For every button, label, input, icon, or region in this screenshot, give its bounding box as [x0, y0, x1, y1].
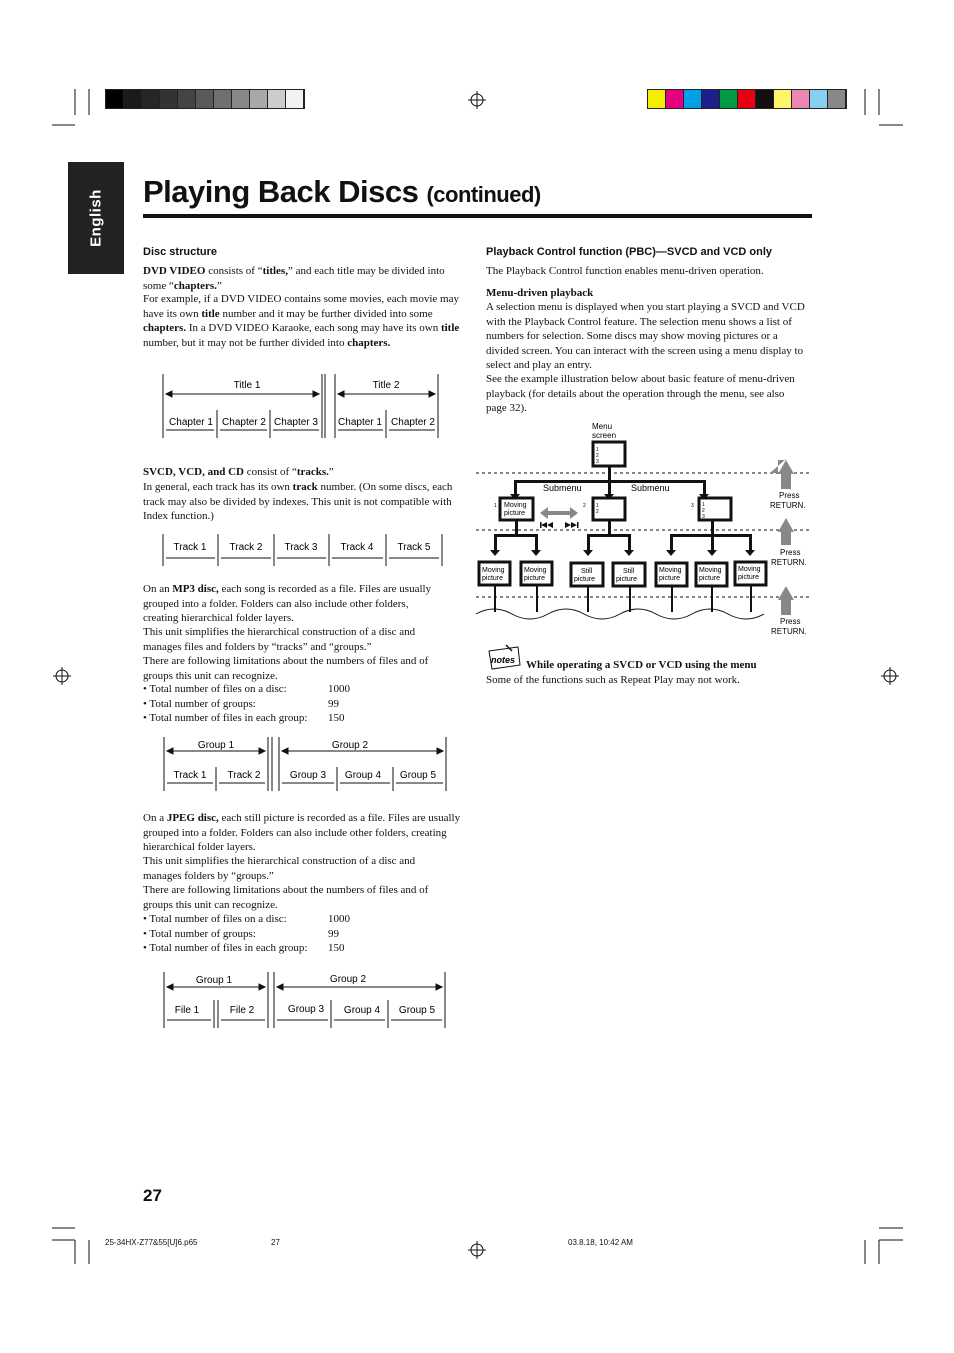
mp3-paragraph-1: On an MP3 disc, each song is recorded as a file. Files are usually grouped into a folder. Folders can also include other folders, creating hierarchical folder layers.	[143, 583, 432, 624]
svcd-paragraph-1: SVCD, VCD, and CD consist of “tracks.”	[143, 466, 334, 478]
mp3-structure-diagram	[150, 735, 450, 795]
mp3-group-label: Group 1	[197, 740, 235, 751]
mp3-item-label: Group 4	[344, 770, 382, 781]
jpeg-limits-list	[143, 912, 466, 956]
dvd-title-label: Title 2	[372, 380, 400, 391]
svg-text:picture: picture	[699, 575, 721, 582]
footer-page: 27	[271, 1238, 280, 1247]
mp3-paragraph-3: There are following limitations about the numbers of files and of groups this unit can recognize.	[143, 655, 429, 682]
jpeg-paragraph-3: There are following limitations about the numbers of files and of groups this unit can recognize.	[143, 884, 429, 911]
jpeg-group-label: Group 1	[195, 975, 233, 986]
moving-picture-box	[696, 563, 727, 586]
menu-screen-label: screen	[592, 431, 617, 440]
jpeg-structure-diagram	[150, 970, 450, 1032]
dvd-title-label: Title 1	[233, 380, 261, 391]
svg-text:3: 3	[691, 503, 694, 509]
mp3-group-label: Group 2	[331, 740, 369, 751]
svg-text:Moving: Moving	[659, 567, 682, 574]
limit-item: • Total number of files on a disc: 1000	[143, 913, 350, 925]
svg-text:picture: picture	[504, 510, 526, 517]
svg-text:picture: picture	[616, 576, 638, 583]
jpeg-item-label: File 1	[174, 1005, 200, 1016]
still-picture-box	[571, 563, 603, 586]
svg-text:Still: Still	[623, 568, 635, 575]
dvd-structure-diagram	[150, 372, 450, 442]
submenu-label: Submenu	[631, 483, 670, 493]
mp3-limits-list	[143, 682, 466, 726]
jpeg-item-label: Group 5	[398, 1005, 436, 1016]
moving-picture-box	[656, 563, 687, 586]
press-return-arrow-icon	[770, 459, 794, 489]
track-structure-diagram	[150, 532, 450, 572]
svg-text:picture: picture	[738, 574, 760, 581]
press-return-arrow-icon	[778, 518, 794, 545]
moving-picture-box	[735, 562, 766, 585]
svg-text:3: 3	[702, 514, 705, 520]
track-label: Track 3	[284, 542, 318, 553]
page-number: 27	[143, 1186, 162, 1205]
svg-text:Press: Press	[780, 548, 801, 557]
mp3-paragraph-2: This unit simplifies the hierarchical construction of a disc and manages files and folders by “tracks” and “groups.”	[143, 626, 416, 653]
moving-picture-box	[479, 562, 510, 585]
dvd-chapter-label: Chapter 1	[338, 417, 382, 428]
jpeg-item-label: File 2	[229, 1005, 255, 1016]
mp3-item-label: Track 2	[227, 770, 261, 781]
press-return-arrow-icon	[778, 586, 794, 615]
dvd-chapter-label: Chapter 2	[222, 417, 266, 428]
menu-screen-label: Menu	[592, 422, 613, 431]
submenu-label: Submenu	[543, 483, 582, 493]
notes-heading: While operating a SVCD or VCD using the menu	[526, 659, 757, 671]
svg-text:1: 1	[702, 502, 705, 508]
limit-item: • Total number of groups: 99	[143, 697, 339, 710]
title-rule	[143, 214, 812, 218]
svg-text:1: 1	[596, 503, 599, 509]
svg-text:2: 2	[583, 503, 586, 509]
svg-text:2: 2	[702, 508, 705, 514]
disc-structure-heading: Disc structure	[143, 246, 217, 258]
svg-text:Moving: Moving	[504, 502, 527, 509]
notes-icon-label: notes	[491, 655, 516, 665]
jpeg-item-label: Group 4	[343, 1005, 381, 1016]
pbc-intro: The Playback Control function enables menu-driven operation.	[486, 265, 764, 277]
dvd-chapter-label: Chapter 3	[274, 417, 318, 428]
pbc-paragraph-2: See the example illustration below about basic feature of menu-driven playback (for details about the operation through the menu, see also page 32).	[486, 373, 795, 414]
dvd-paragraph-1: DVD VIDEO consists of “titles,” and each title may be divided into some “chapters.”	[143, 265, 445, 292]
pbc-paragraph-1: A selection menu is displayed when you start playing a SVCD and VCD with the Playback Control feature. The selection menu shows a list of numbers for selection. Some discs may show moving pictures or a divided screen. You can interact with the screen using a menu display to select and play an entry.	[486, 301, 805, 371]
svg-text:Moving: Moving	[524, 567, 547, 574]
mp3-item-label: Group 3	[289, 770, 327, 781]
pbc-menu-diagram	[474, 418, 814, 638]
dvd-chapter-label: Chapter 2	[391, 417, 435, 428]
language-label: English	[87, 189, 105, 247]
jpeg-paragraph-1: On a JPEG disc, each still picture is recorded as a file. Files are usually grouped into a folder. Folders can also include other folders, creating hierarchical folder layers.	[143, 812, 461, 853]
skip-buttons-icon	[540, 522, 579, 528]
svg-text:Moving: Moving	[699, 567, 722, 574]
limit-item: • Total number of files in each group: 150	[143, 712, 345, 724]
svg-text:RETURN.: RETURN.	[771, 627, 807, 636]
track-label: Track 5	[397, 542, 431, 553]
svg-text:1: 1	[596, 447, 599, 453]
svg-text:picture: picture	[482, 575, 504, 582]
swap-arrow-icon	[540, 507, 578, 519]
svg-text:Press: Press	[780, 617, 801, 626]
jpeg-item-label: Group 3	[287, 1004, 325, 1015]
footer-date: 03.8.18, 10:42 AM	[568, 1238, 633, 1247]
svg-text:2: 2	[596, 509, 599, 515]
svcd-paragraph-2: In general, each track has its own track number. (On some discs, each track may also be divided by indexes. This unit is not compatible with Index function.)	[143, 481, 453, 522]
footer-filename: 25-34HX-Z77&55[U]6.p65	[105, 1238, 198, 1247]
track-label: Track 4	[340, 542, 374, 553]
svg-text:picture: picture	[659, 575, 681, 582]
svg-text:RETURN.: RETURN.	[771, 558, 807, 567]
svg-text:2: 2	[596, 453, 599, 459]
dvd-chapter-label: Chapter 1	[169, 417, 213, 428]
svg-text:Moving: Moving	[482, 567, 505, 574]
mp3-item-label: Track 1	[173, 770, 207, 781]
svg-text:1: 1	[494, 503, 497, 509]
still-picture-box	[613, 563, 645, 586]
svg-text:RETURN.: RETURN.	[770, 501, 806, 510]
svg-text:picture: picture	[524, 575, 546, 582]
track-label: Track 1	[173, 542, 207, 553]
jpeg-group-label: Group 2	[329, 974, 367, 985]
limit-item: • Total number of files on a disc: 1000	[143, 683, 350, 695]
svg-text:3: 3	[596, 459, 599, 465]
page-title: Playing Back Discs (continued)	[143, 174, 541, 209]
mp3-item-label: Group 5	[399, 770, 437, 781]
limit-item: • Total number of files in each group: 150	[143, 942, 345, 954]
title-continued: (continued)	[426, 182, 541, 207]
svg-text:Moving: Moving	[738, 566, 761, 573]
menu-driven-heading: Menu-driven playback	[486, 287, 594, 299]
dvd-paragraph-2: For example, if a DVD VIDEO contains some movies, each movie may have its own title number and it may be further divided into some chapters. In a DVD VIDEO Karaoke, each song may have its own title number, but it may not be further divided into chapters.	[143, 293, 460, 349]
svg-text:picture: picture	[574, 576, 596, 583]
language-tab	[68, 162, 124, 274]
limit-item: • Total number of groups: 99	[143, 927, 339, 940]
pbc-heading: Playback Control function (PBC)—SVCD and VCD only	[486, 246, 773, 258]
svg-text:Still: Still	[581, 568, 593, 575]
svg-text:Press: Press	[779, 491, 800, 500]
track-label: Track 2	[229, 542, 263, 553]
jpeg-paragraph-2: This unit simplifies the hierarchical construction of a disc and manages folders by “groups.”	[143, 855, 416, 882]
moving-picture-box	[521, 562, 552, 585]
notes-text: Some of the functions such as Repeat Play may not work.	[486, 674, 740, 686]
notes-icon	[486, 643, 522, 671]
